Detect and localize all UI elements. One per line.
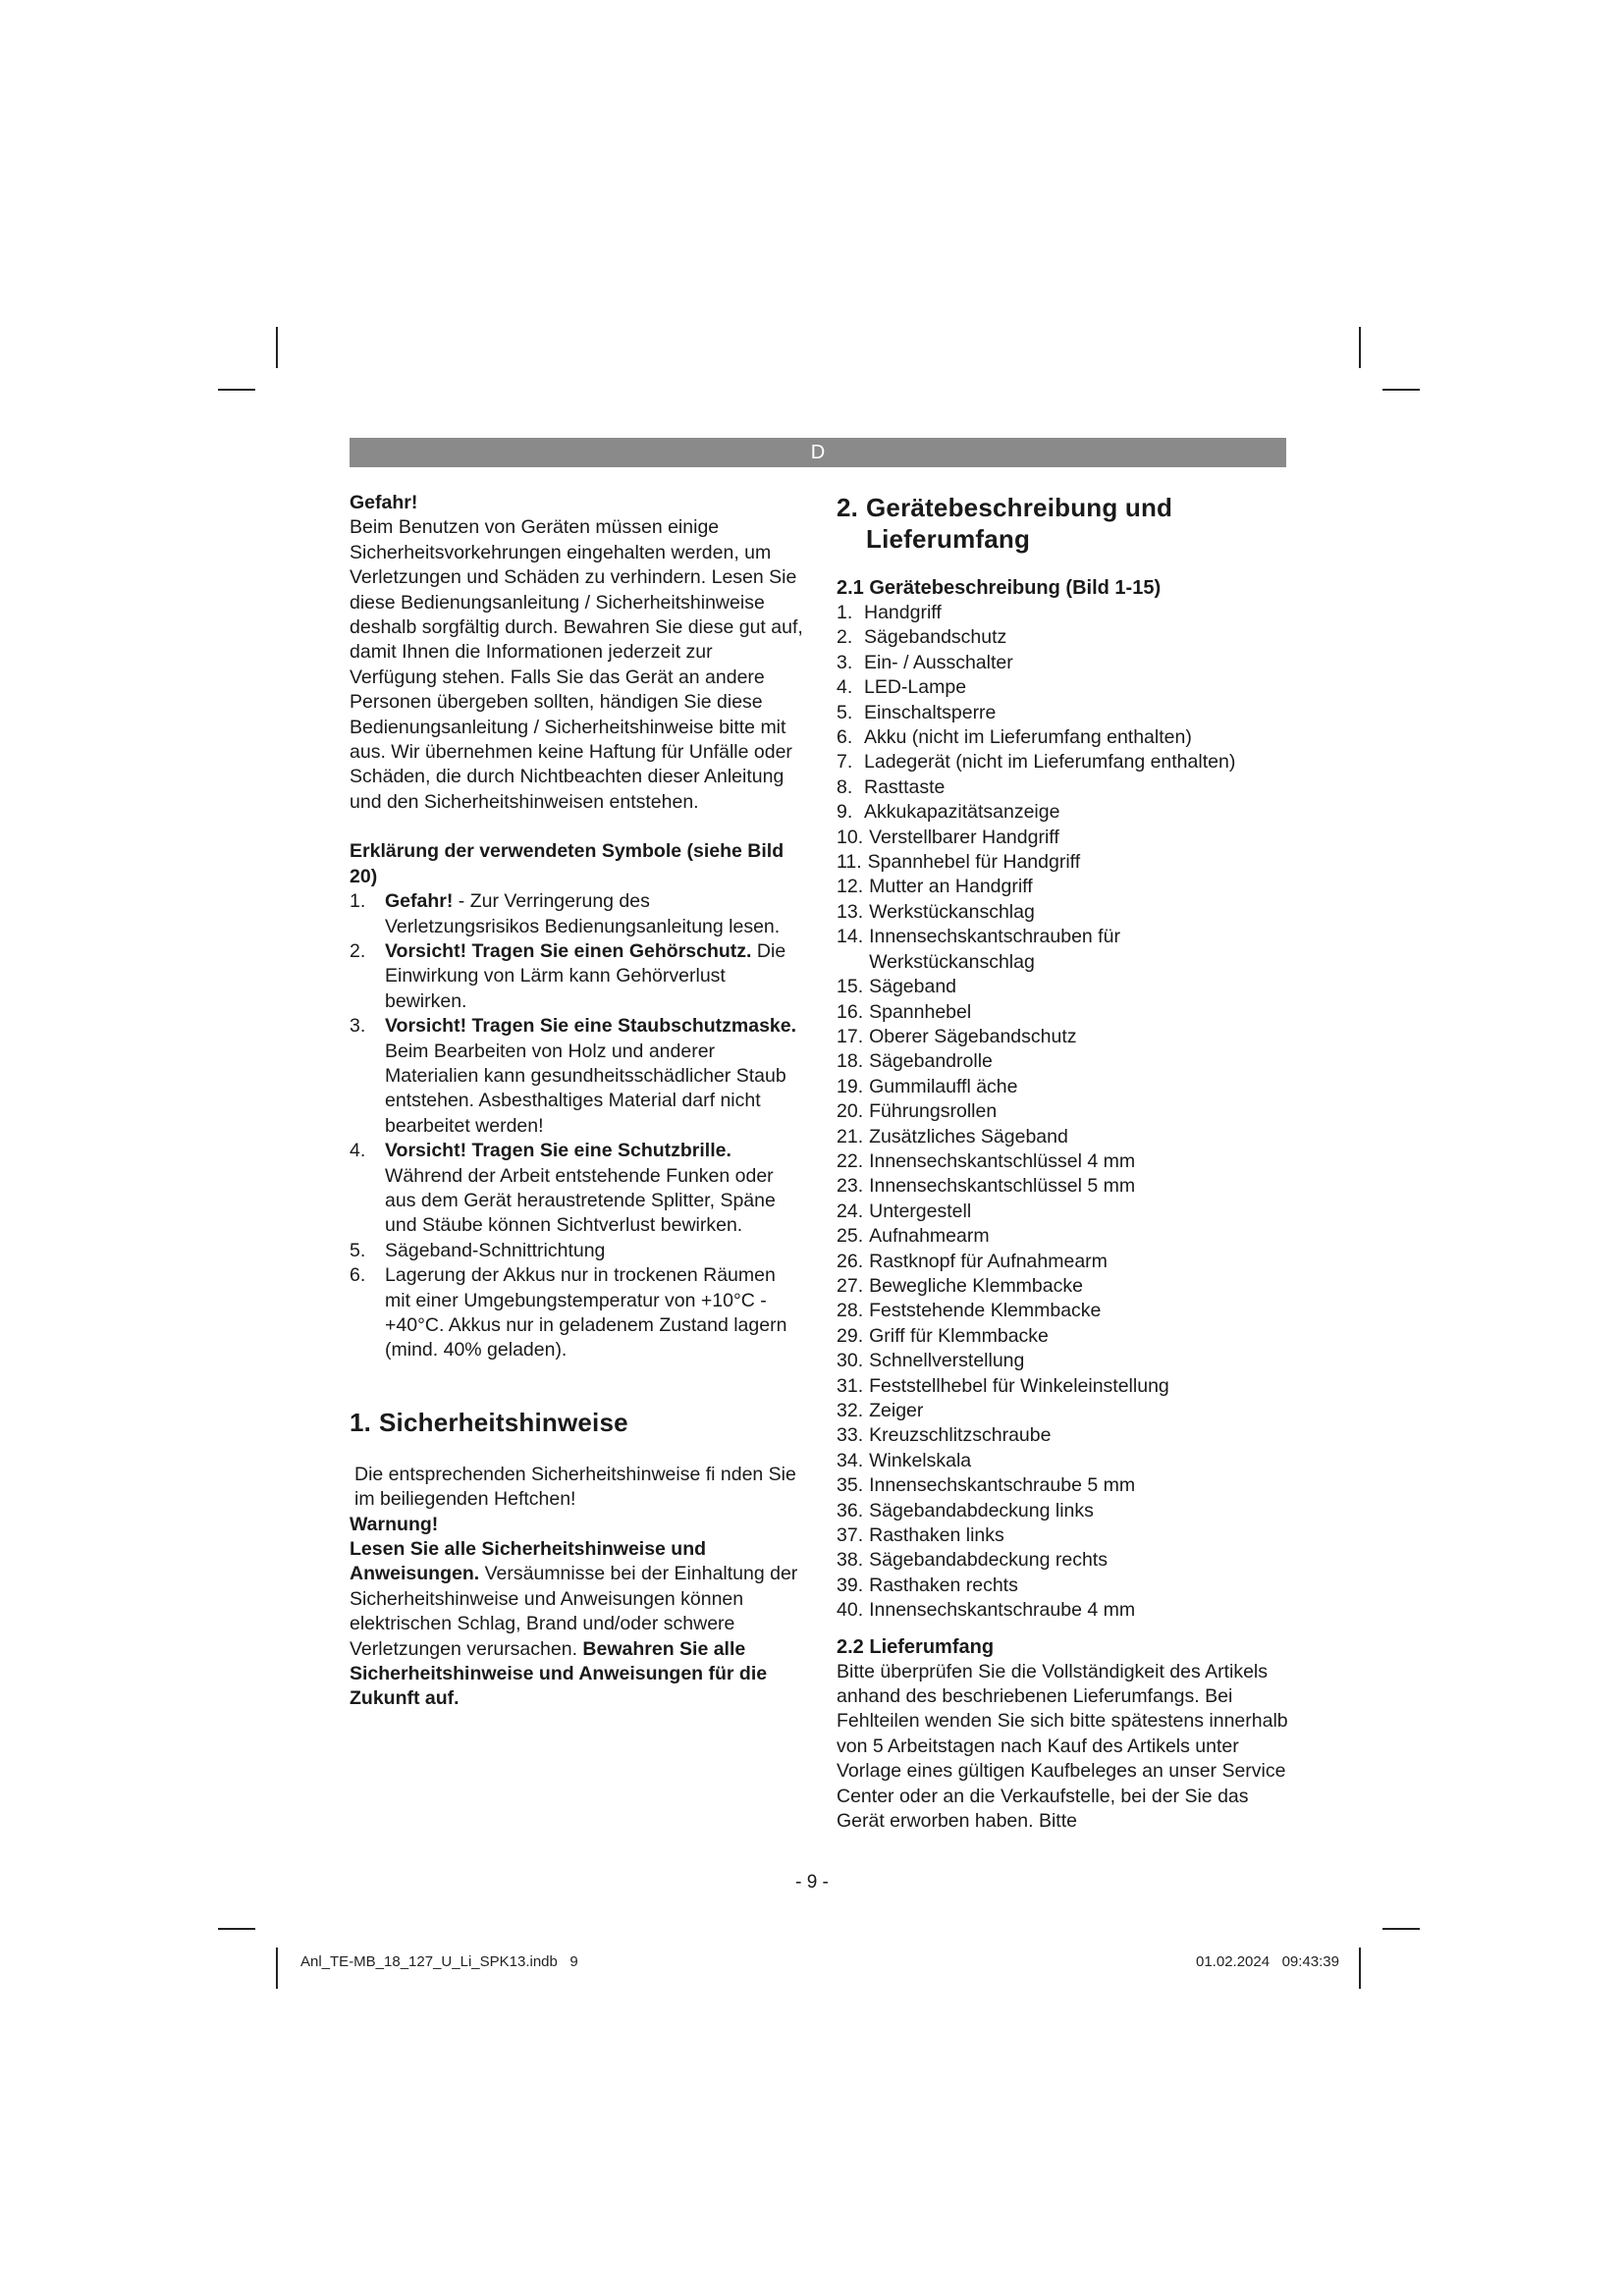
part-list-item (837, 1548, 1290, 1573)
crop-mark (1382, 1928, 1420, 1930)
part-name: Griff für Klemmbacke (869, 1324, 1049, 1347)
part-list-item (837, 1324, 1290, 1349)
part-list-item (837, 1274, 1290, 1299)
part-name: Aufnahmearm (869, 1225, 990, 1248)
part-name: Akku (nicht im Lieferumfang enthalten) (864, 726, 1192, 749)
part-list-item (837, 1025, 1290, 1049)
part-list-item (837, 675, 1290, 700)
part-number: 25. (837, 1225, 864, 1248)
symbol-item-body: Die Einwirkung von Lärm kann Gehörverlust bewirken. (385, 939, 786, 1012)
symbols-list (350, 889, 803, 1363)
part-list-item (837, 1598, 1290, 1623)
part-number: 20. (837, 1100, 864, 1123)
crop-mark (276, 327, 278, 368)
part-name: Innensechskantschrauben für Werkstückanschlag (869, 926, 1120, 973)
part-name: LED-Lampe (864, 676, 967, 699)
part-number: 24. (837, 1200, 864, 1222)
symbol-item (350, 1263, 803, 1363)
part-list-item (837, 875, 1290, 899)
part-list-item (837, 1449, 1290, 1473)
part-number: 23. (837, 1175, 864, 1198)
symbol-item-body: Beim Bearbeiten von Holz und anderer Materialien kann gesundheitsschädlicher Staub entstehen. Asbesthaltiges Material darf nicht bearbeitet werden! (385, 1040, 786, 1137)
warning-bold-end: Bewahren Sie alle Sicherheitshinweise und Anweisungen für die Zukunft auf. (350, 1637, 768, 1710)
part-number: 32. (837, 1400, 864, 1421)
part-number: 39. (837, 1574, 864, 1596)
part-number: 36. (837, 1499, 864, 1522)
part-number: 34. (837, 1449, 864, 1471)
symbol-item-body: Sägeband-Schnittrichtung (385, 1239, 606, 1261)
part-name: Sägeband (869, 976, 957, 998)
part-list-item (837, 1075, 1290, 1099)
part-number: 22. (837, 1149, 864, 1172)
part-name: Werkstückanschlag (869, 900, 1035, 923)
warning-paragraph (350, 1537, 803, 1712)
page-number: - 9 - (795, 1872, 829, 1893)
part-number: 35. (837, 1474, 864, 1497)
part-name: Kreuzschlitzschraube (869, 1424, 1052, 1447)
symbol-item-text (385, 1239, 803, 1263)
part-name: Innensechskantschraube 5 mm (869, 1474, 1136, 1497)
warning-bold-lead: Lesen Sie alle Sicherheitshinweise und Anweisungen. (350, 1538, 707, 1585)
part-number: 4. (837, 676, 853, 699)
warning-text: Versäumnisse bei der Einhaltung der Sicherheitshinweise und Anweisungen können elektrischen Schlag, Brand und/oder schwere Verletzungen verursachen. (350, 1563, 798, 1660)
symbol-item-body: Lagerung der Akkus nur in trockenen Räumen mit einer Umgebungstemperatur von +10°C - +40°C. Akkus nur in geladenem Zustand lagern (mind. 40% geladen). (385, 1264, 787, 1362)
part-list-item (837, 701, 1290, 725)
part-name: Bewegliche Klemmbacke (869, 1274, 1083, 1297)
part-list-item (837, 1200, 1290, 1224)
subsection-2-1-title: 2.1 Gerätebeschreibung (Bild 1-15) (837, 577, 1162, 599)
part-list-item (837, 975, 1290, 999)
part-name: Zusätzliches Sägeband (869, 1125, 1068, 1148)
symbol-item-body: Während der Arbeit entstehende Funken oder aus dem Gerät heraustretende Splitter, Späne und Stäube können Sichtverlust bewirken. (385, 1164, 776, 1237)
part-list-item (837, 1473, 1290, 1498)
symbol-item-text (385, 939, 803, 1014)
part-name: Rasthaken rechts (869, 1574, 1018, 1596)
section-1-intro: Die entsprechenden Sicherheitshinweise fi nden Sie im beiliegenden Heftchen! (354, 1463, 796, 1511)
part-number: 3. (837, 651, 853, 673)
symbol-item-text (385, 1014, 803, 1139)
symbol-item-text (385, 1263, 803, 1363)
part-name: Feststellhebel für Winkeleinstellung (869, 1374, 1169, 1397)
part-list-item (837, 1224, 1290, 1249)
part-list-item (837, 1000, 1290, 1025)
part-list-item (837, 601, 1290, 625)
part-list-item (837, 1299, 1290, 1323)
section-2-heading (837, 492, 1290, 555)
part-number: 2. (837, 626, 853, 649)
part-list-item (837, 725, 1290, 750)
part-list-item (837, 800, 1290, 825)
part-list-item (837, 625, 1290, 650)
symbol-item-bold: Vorsicht! Tragen Sie eine Staubschutzmaske. (385, 1015, 797, 1038)
part-number: 1. (837, 602, 853, 623)
part-list-item (837, 1499, 1290, 1523)
part-list-item (837, 1049, 1290, 1074)
danger-title: Gefahr! (350, 492, 418, 513)
part-number: 21. (837, 1125, 864, 1148)
crop-mark (218, 389, 255, 391)
part-number: 18. (837, 1050, 864, 1073)
symbol-item (350, 939, 803, 1014)
part-name: Rasthaken links (869, 1524, 1004, 1547)
footer-filename: Anl_TE-MB_18_127_U_Li_SPK13.indb 9 (300, 1953, 578, 1970)
section-2-title-line2: Lieferumfang (866, 524, 1031, 554)
symbol-item-text (385, 889, 803, 939)
part-list-item (837, 900, 1290, 925)
part-number: 16. (837, 1000, 864, 1023)
part-number: 10. (837, 826, 864, 848)
part-name: Winkelskala (869, 1449, 972, 1471)
part-number: 14. (837, 926, 864, 948)
part-number: 27. (837, 1274, 864, 1297)
symbol-item-number: 5. (350, 1239, 366, 1261)
part-name: Oberer Sägebandschutz (869, 1025, 1077, 1047)
danger-text: Beim Benutzen von Geräten müssen einige Sicherheitsvorkehrungen eingehalten werden, um Verletzungen und Schäden zu verhindern. Lesen Sie diese Bedienungsanleitung / Sicherheitshinweise deshalb sorgfältig durch. Bewahren Sie diese gut auf, damit Ihnen die Informationen jederzeit zur Verfügung stehen. Falls Sie das Gerät an andere Personen übergeben sollten, händigen Sie diese Bedienungsanleitung / Sicherheitshinweise bitte mit aus. Wir übernehmen keine Haftung für Unfälle oder Schäden, die durch Nichtbeachten dieser Anleitung und den Sicherheitshinweisen entstehen. (350, 516, 803, 813)
part-number: 26. (837, 1250, 864, 1272)
symbol-item-bold: Vorsicht! Tragen Sie einen Gehörschutz. (385, 939, 752, 962)
section-2-title-line1: Gerätebeschreibung und (866, 493, 1173, 522)
part-name: Innensechskantschlüssel 4 mm (869, 1149, 1136, 1172)
symbol-item-number: 1. (350, 890, 366, 913)
part-name: Ein- / Ausschalter (864, 651, 1013, 673)
part-number: 30. (837, 1350, 864, 1372)
part-number: 8. (837, 775, 853, 798)
part-list-item (837, 1125, 1290, 1149)
part-number: 11. (837, 851, 862, 874)
part-list-item (837, 1523, 1290, 1548)
part-name: Handgriff (864, 602, 942, 623)
section-1-title: Sicherheitshinweise (379, 1407, 628, 1437)
subsection-2-2-title: 2.2 Lieferumfang (837, 1635, 995, 1658)
left-column (350, 491, 803, 1712)
part-list-item (837, 1374, 1290, 1399)
part-name: Innensechskantschlüssel 5 mm (869, 1175, 1136, 1198)
symbols-title: Erklärung der verwendeten Symbole (siehe Bild 20) (350, 840, 785, 887)
section-1-heading (350, 1407, 803, 1438)
crop-mark (1382, 389, 1420, 391)
part-name: Ladegerät (nicht im Lieferumfang enthalten) (864, 751, 1236, 774)
part-name: Verstellbarer Handgriff (869, 826, 1059, 848)
part-list-item (837, 651, 1290, 675)
symbol-item (350, 1139, 803, 1239)
part-number: 33. (837, 1424, 864, 1447)
symbol-item-bold: Vorsicht! Tragen Sie eine Schutzbrille. (385, 1140, 731, 1162)
symbol-item (350, 1014, 803, 1139)
part-number: 15. (837, 976, 864, 998)
symbol-item (350, 889, 803, 939)
symbol-item-number: 6. (350, 1264, 366, 1287)
part-name: Sägebandrolle (869, 1050, 993, 1073)
part-name: Rasttaste (864, 775, 946, 798)
part-number: 28. (837, 1300, 864, 1322)
part-name: Untergestell (869, 1200, 972, 1222)
part-list-item (837, 1423, 1290, 1448)
parts-list (837, 601, 1290, 1624)
section-2-number: 2. (837, 493, 859, 522)
part-name: Einschaltsperre (864, 701, 997, 723)
part-name: Spannhebel (869, 1000, 972, 1023)
part-name: Innensechskantschraube 4 mm (869, 1599, 1136, 1622)
crop-mark (218, 1928, 255, 1930)
symbol-item-number: 3. (350, 1015, 366, 1038)
part-list-item (837, 1574, 1290, 1598)
part-name: Spannhebel für Handgriff (867, 851, 1081, 874)
part-number: 6. (837, 726, 853, 749)
part-list-item (837, 775, 1290, 800)
part-list-item (837, 925, 1290, 975)
part-number: 37. (837, 1524, 864, 1547)
part-name: Zeiger (869, 1400, 924, 1421)
part-name: Sägebandabdeckung links (869, 1499, 1094, 1522)
symbol-item-body: - Zur Verringerung des Verletzungsrisikos Bedienungsanleitung lesen. (385, 890, 781, 937)
part-name: Gummilauffl äche (869, 1075, 1018, 1097)
language-header-bar (350, 438, 1286, 467)
part-name: Rastknopf für Aufnahmearm (869, 1250, 1108, 1272)
part-number: 19. (837, 1075, 864, 1097)
part-name: Sägebandschutz (864, 626, 1007, 649)
language-code: D (810, 442, 826, 463)
part-number: 7. (837, 751, 853, 774)
part-list-item (837, 850, 1290, 875)
part-name: Sägebandabdeckung rechts (869, 1549, 1108, 1572)
part-number: 40. (837, 1599, 864, 1622)
part-list-item (837, 1149, 1290, 1174)
part-name: Akkukapazitätsanzeige (864, 801, 1060, 824)
crop-mark (276, 1948, 278, 1989)
part-list-item (837, 1399, 1290, 1423)
part-number: 29. (837, 1324, 864, 1347)
right-column (837, 491, 1290, 1835)
symbol-item (350, 1239, 803, 1263)
part-list-item (837, 826, 1290, 850)
footer-timestamp: 01.02.2024 09:43:39 (1196, 1953, 1339, 1970)
symbol-item-bold: Gefahr! (385, 890, 454, 913)
part-list-item (837, 750, 1290, 774)
part-name: Mutter an Handgriff (869, 876, 1033, 898)
crop-mark (1359, 1948, 1361, 1989)
part-number: 12. (837, 876, 864, 898)
section-1-number: 1. (350, 1407, 372, 1437)
part-number: 38. (837, 1549, 864, 1572)
part-number: 13. (837, 900, 864, 923)
part-number: 17. (837, 1025, 864, 1047)
part-number: 9. (837, 801, 853, 824)
symbol-item-number: 4. (350, 1140, 366, 1162)
symbol-item-text (385, 1139, 803, 1239)
part-name: Feststehende Klemmbacke (869, 1300, 1102, 1322)
part-list-item (837, 1349, 1290, 1373)
symbol-item-number: 2. (350, 939, 366, 962)
part-name: Schnellverstellung (869, 1350, 1025, 1372)
part-list-item (837, 1174, 1290, 1199)
warning-title: Warnung! (350, 1513, 439, 1535)
subsection-2-2-text: Bitte überprüfen Sie die Vollständigkeit des Artikels anhand des beschriebenen Lieferumfangs. Bei Fehlteilen wenden Sie sich bitte spätestens innerhalb von 5 Arbeitstagen nach Kauf des Artikels unter Vorlage eines gültigen Kaufbeleges an unser Service Center oder an die Verkaufstelle, bei der Sie das Gerät erworben haben. Bitte (837, 1660, 1288, 1833)
part-list-item (837, 1099, 1290, 1124)
part-name: Führungsrollen (869, 1100, 998, 1123)
part-list-item (837, 1250, 1290, 1274)
crop-mark (1359, 327, 1361, 368)
part-number: 5. (837, 701, 853, 723)
part-number: 31. (837, 1374, 864, 1397)
